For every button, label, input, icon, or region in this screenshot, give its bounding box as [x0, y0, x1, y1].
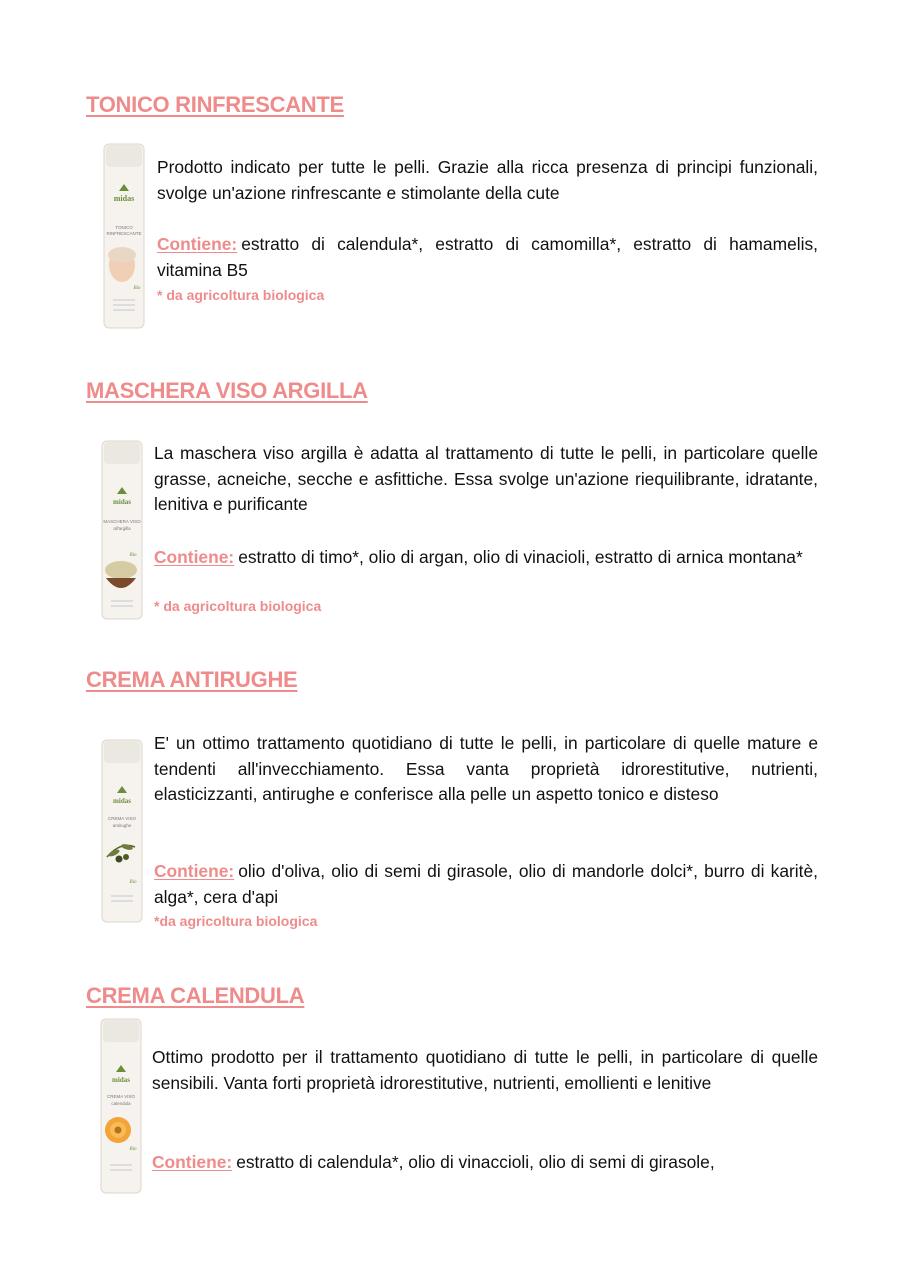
product-ingredients-block [152, 1150, 818, 1176]
ingredients-text: estratto di timo*, olio di argan, olio di vinacioli, estratto di arnica montana* [238, 547, 803, 567]
svg-text:Bio: Bio [129, 1147, 137, 1152]
svg-text:CREMA VISO: CREMA VISO [107, 816, 137, 821]
svg-text:midas: midas [112, 1076, 130, 1084]
svg-text:antirughe: antirughe [112, 823, 132, 828]
svg-text:CREMA VISO: CREMA VISO [106, 1094, 136, 1099]
brand-text: midas [113, 194, 135, 203]
product-title: MASCHERA VISO ARGILLA [86, 378, 368, 403]
product-description: Ottimo prodotto per il trattamento quotidiano di tutte le pelli, in particolare di quelle sensibili. Vanta forti proprietà idrorestitutive, nutrienti, emollienti e lenitive [152, 1047, 818, 1093]
product-image-calendula [98, 1018, 144, 1194]
bottle-icon [101, 143, 147, 329]
svg-text:TONICO: TONICO [115, 225, 133, 230]
svg-text:all'argilla: all'argilla [113, 526, 131, 531]
contains-label: Contiene: [157, 234, 238, 254]
contains-label: Contiene: [154, 861, 235, 881]
ingredients-text: olio d'oliva, olio di semi di girasole, olio di mandorle dolci*, burro di karitè, alga*, cera d'api [154, 861, 818, 907]
product-image-antirughe [99, 739, 145, 923]
product-ingredients-block [154, 859, 818, 910]
organic-note: *da agricoltura biologica [154, 913, 318, 929]
contains-label: Contiene: [154, 547, 235, 567]
svg-text:midas: midas [113, 498, 131, 506]
product-title: CREMA ANTIRUGHE [86, 667, 298, 692]
contains-label: Contiene: [152, 1152, 233, 1172]
bottle-icon [98, 1018, 144, 1194]
svg-text:midas: midas [113, 797, 131, 805]
product-image-tonico [101, 143, 147, 329]
svg-text:Bio: Bio [129, 553, 137, 558]
organic-note: * da agricoltura biologica [157, 287, 325, 303]
product-ingredients-block [154, 545, 818, 571]
product-title: TONICO RINFRESCANTE [86, 92, 344, 117]
product-ingredients-block [157, 232, 818, 283]
svg-text:RINFRESCANTE: RINFRESCANTE [106, 231, 142, 236]
svg-text:MASCHERA VISO: MASCHERA VISO [103, 519, 141, 524]
product-image-maschera [99, 440, 145, 620]
svg-text:Bio: Bio [133, 286, 141, 291]
svg-text:calendula: calendula [111, 1101, 131, 1106]
product-title: CREMA CALENDULA [86, 983, 305, 1008]
product-description: E' un ottimo trattamento quotidiano di tutte le pelli, in particolare di quelle mature e tendenti all'invecchiamento. Essa vanta proprietà idrorestitutive, nutrienti, elasticizzanti, antirughe e conferisce alla pelle un aspetto tonico e disteso [154, 733, 818, 804]
ingredients-text: estratto di calendula*, estratto di camomilla*, estratto di hamamelis, vitamina B5 [157, 234, 818, 280]
ingredients-text: estratto di calendula*, olio di vinaccioli, olio di semi di girasole, [236, 1152, 715, 1172]
svg-text:Bio: Bio [129, 880, 137, 885]
organic-note: * da agricoltura biologica [154, 598, 322, 614]
product-description: Prodotto indicato per tutte le pelli. Grazie alla ricca presenza di principi funzionali, svolge un'azione rinfrescante e stimolante della cute [157, 157, 818, 203]
product-description: La maschera viso argilla è adatta al trattamento di tutte le pelli, in particolare quelle grasse, acneiche, secche e asfittiche. Essa svolge un'azione riequilibrante, idratante, lenitiva e purificante [154, 443, 818, 514]
bottle-icon [99, 739, 145, 923]
bottle-icon [99, 440, 145, 620]
